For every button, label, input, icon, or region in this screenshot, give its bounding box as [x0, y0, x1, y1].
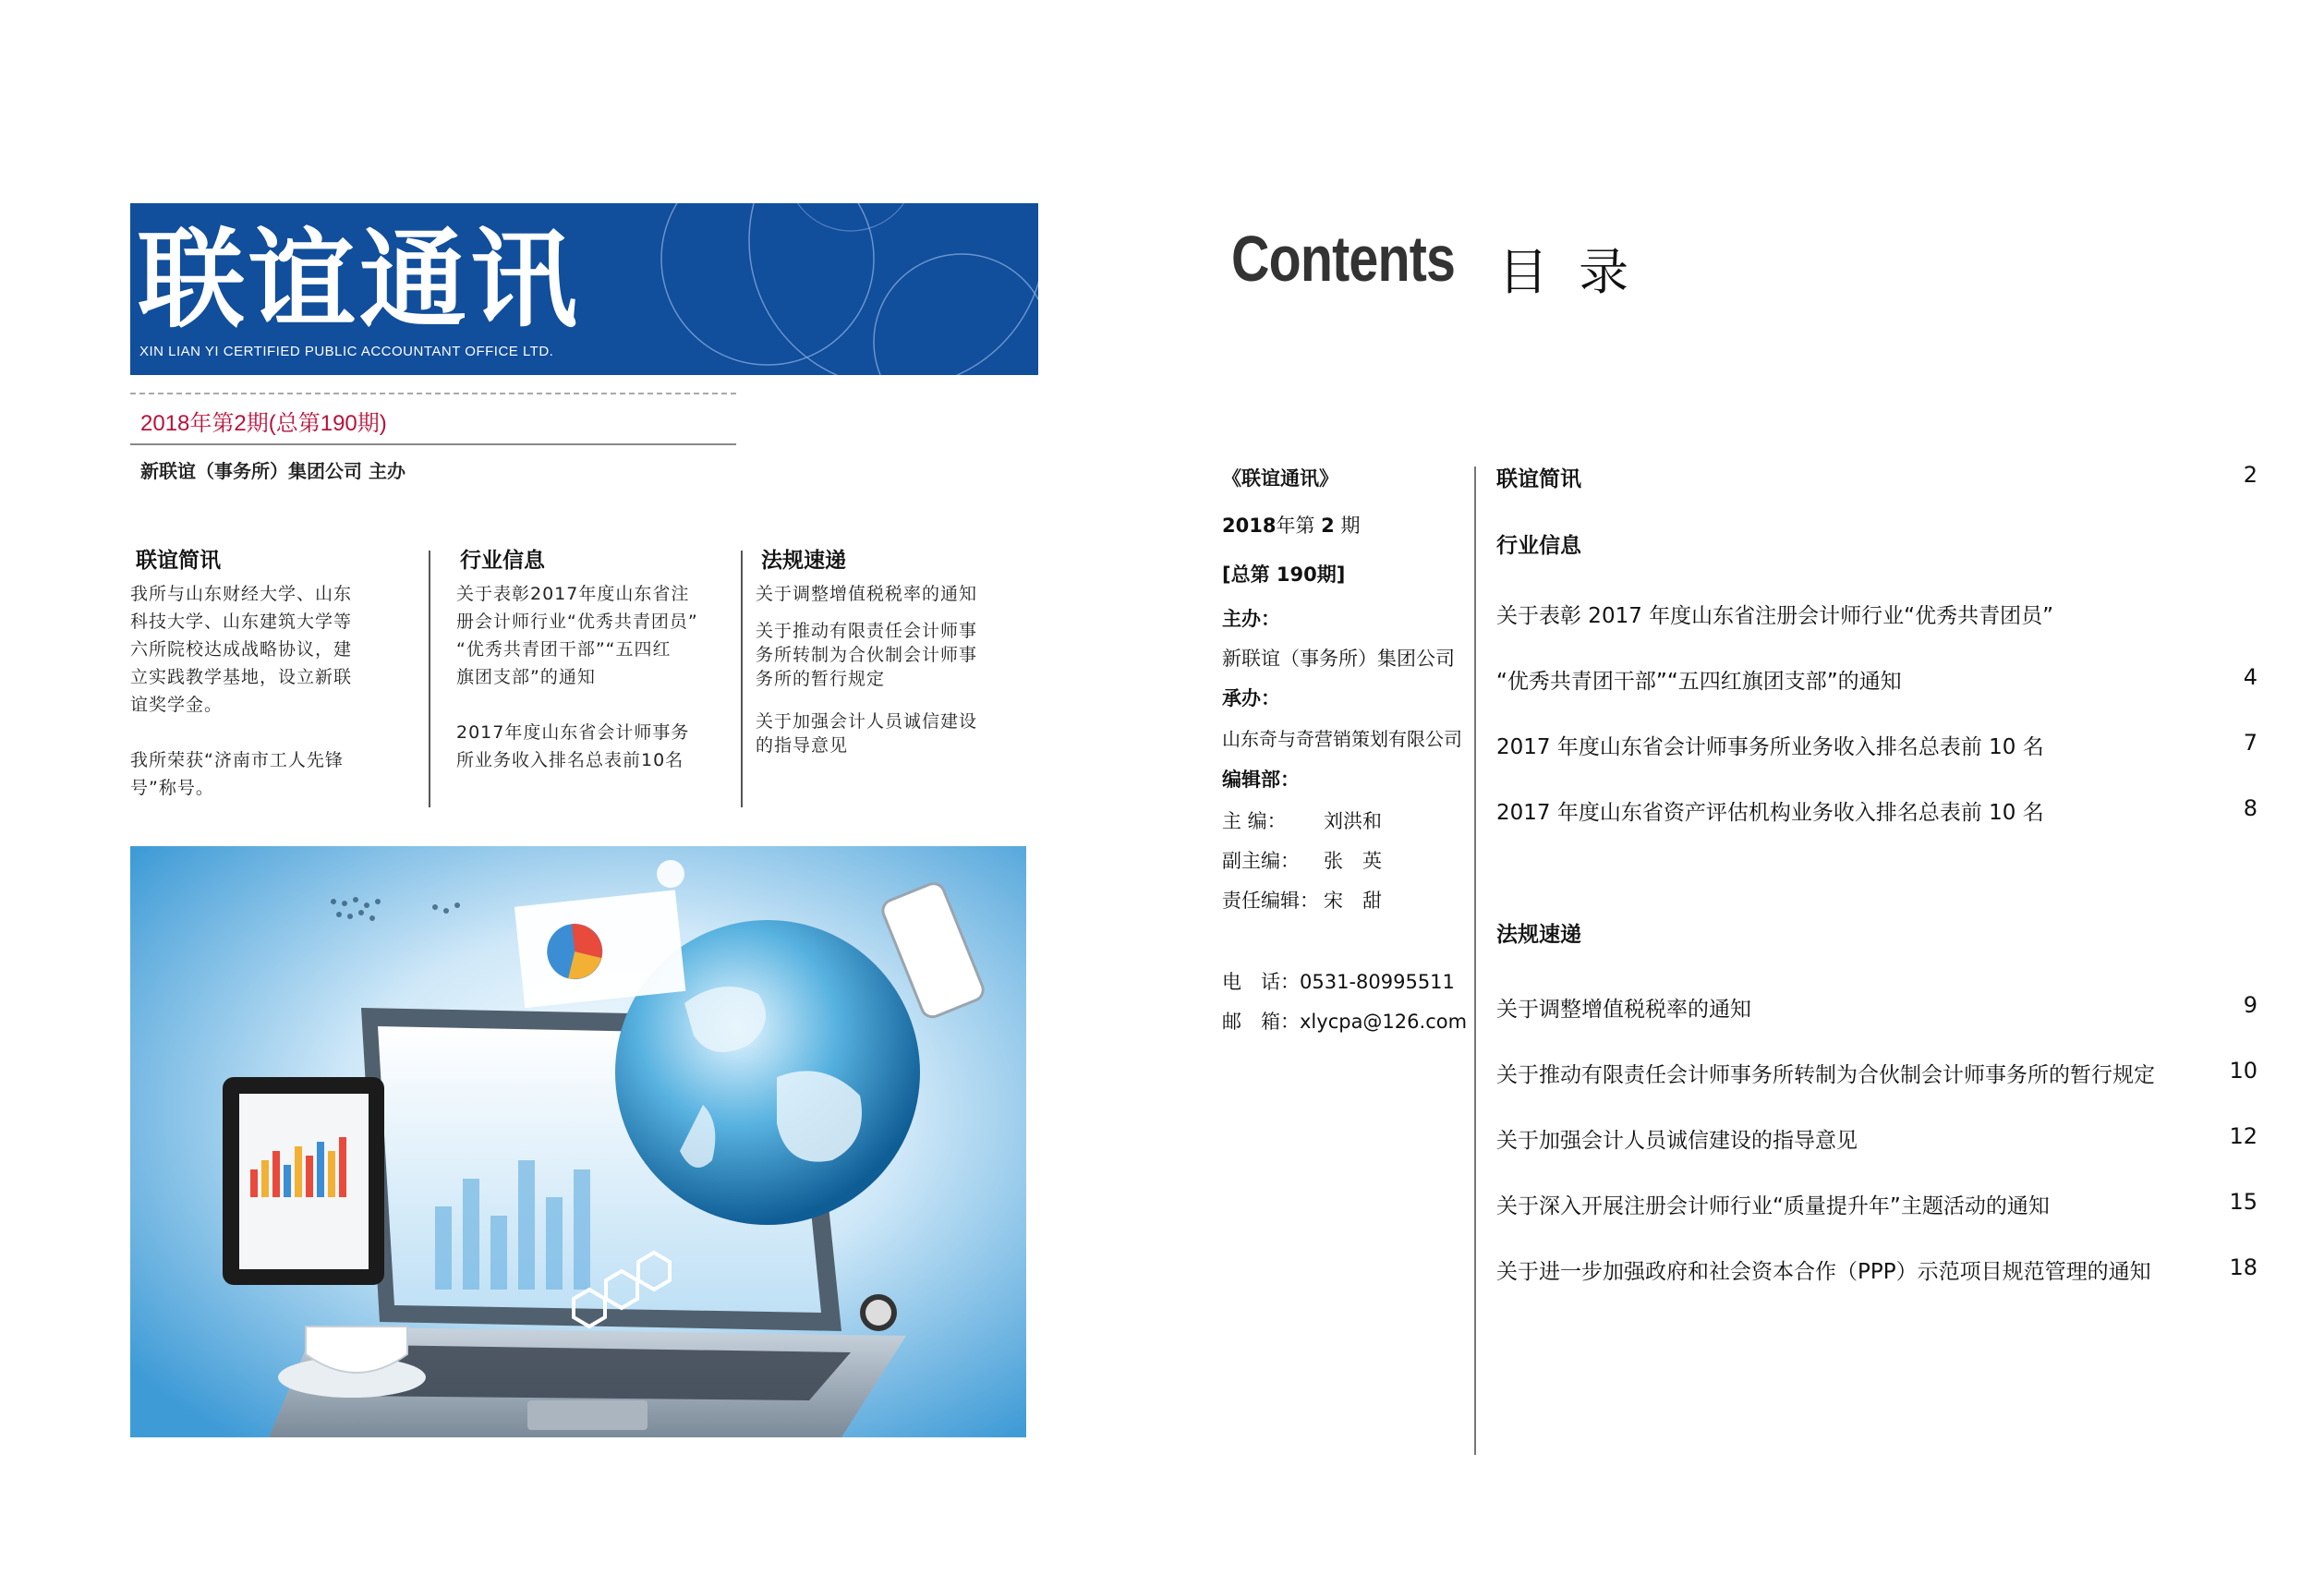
paragraph — [130, 746, 412, 802]
issue-year: 2018 — [1222, 515, 1277, 537]
column-heading-regulations: 法规速递 — [761, 549, 846, 573]
masthead-subtitle: XIN LIAN YI CERTIFIED PUBLIC ACCOUNTANT OFFICE LTD. — [139, 344, 554, 359]
sponsor-line: 新联谊（事务所）集团公司 主办 — [140, 460, 405, 482]
text-line: 科技大学、山东建筑大学等 — [130, 612, 353, 632]
text-line: 旗团支部”的通知 — [456, 667, 596, 687]
text-line: 务所转制为合伙制会计师事 — [756, 645, 978, 665]
masthead-banner — [130, 203, 1038, 375]
paragraph — [456, 719, 733, 774]
contents-title-cn: 目 录 — [1498, 243, 1637, 301]
contents-title-en: Contents — [1231, 223, 1456, 295]
issue-end: 期 — [1340, 515, 1361, 537]
organizer-label: 承办： — [1222, 687, 1280, 709]
solid-divider — [130, 443, 736, 445]
text-line: 号”称号。 — [130, 778, 214, 798]
cover-illustration — [130, 846, 1026, 1437]
toc-page-number: 9 — [2243, 992, 2257, 1018]
issue-number: 2018年第2期(总第190期) — [140, 411, 387, 436]
toc-item[interactable]: 关于深入开展注册会计师行业“质量提升年”主题活动的通知 — [1496, 1194, 2050, 1218]
editor-role: 主 编： — [1222, 810, 1287, 832]
text-line: 关于表彰2017年度山东省注 — [456, 584, 690, 604]
text-line: 关于推动有限责任会计师事 — [756, 621, 978, 641]
editor-role: 副主编： — [1222, 850, 1300, 872]
text-line: “优秀共青团干部”“五四红 — [456, 639, 672, 660]
editor-role: 责任编辑： — [1222, 890, 1319, 912]
toc-item[interactable]: 关于推动有限责任会计师事务所转制为合伙制会计师事务所的暂行规定 — [1496, 1063, 2155, 1087]
email-line — [1222, 1007, 1467, 1035]
paragraph — [756, 580, 1042, 608]
toc-page-number: 4 — [2243, 664, 2257, 690]
toc-page-number: 18 — [2229, 1254, 2257, 1280]
toc-item[interactable]: 2017 年度山东省会计师事务所业务收入排名总表前 10 名 — [1496, 735, 2044, 759]
column-heading-industry: 行业信息 — [460, 549, 545, 573]
phone-number: 0531-80995511 — [1300, 971, 1455, 993]
column-divider — [429, 551, 430, 807]
text-line: 的指导意见 — [756, 735, 849, 756]
text-line: 关于调整增值税税率的通知 — [756, 584, 978, 604]
phone-line — [1222, 967, 1455, 995]
text-line: 我所与山东财经大学、山东 — [130, 584, 353, 604]
email-address: xlycpa@126.com — [1300, 1011, 1468, 1033]
toc-item[interactable]: 关于加强会计人员诚信建设的指导意见 — [1496, 1129, 1858, 1153]
dashed-divider — [130, 393, 736, 394]
toc-section-news[interactable]: 联谊简讯 — [1496, 467, 1581, 491]
total-issue: [总第 190期] — [1222, 563, 1346, 586]
column-regulations-body — [756, 580, 1042, 757]
issue-no: 2 — [1321, 515, 1335, 537]
paragraph — [456, 580, 733, 691]
text-line: 2017年度山东省会计师事务 — [456, 722, 690, 743]
editorial-label: 编辑部： — [1222, 769, 1300, 791]
toc-item[interactable]: 2017 年度山东省资产评估机构业务收入排名总表前 10 名 — [1496, 801, 2044, 825]
editor-name: 宋 甜 — [1324, 890, 1382, 912]
toc-page-number: 2 — [2243, 462, 2257, 488]
masthead-title: 联谊通讯 — [138, 218, 581, 343]
text-line: 关于加强会计人员诚信建设 — [756, 711, 978, 732]
toc-section-industry[interactable]: 行业信息 — [1496, 534, 1581, 558]
column-divider — [741, 551, 743, 807]
column-news-body — [130, 580, 412, 802]
editor-name: 刘洪和 — [1324, 810, 1382, 832]
text-line: 所业务收入排名总表前10名 — [456, 750, 684, 770]
editor-name: 张 英 — [1324, 850, 1382, 872]
column-heading-news: 联谊简讯 — [136, 549, 221, 573]
toc-divider — [1474, 466, 1476, 1455]
text-line: 谊奖学金。 — [130, 695, 224, 715]
toc-page-number: 10 — [2229, 1058, 2257, 1084]
text-line: 立实践教学基地，设立新联 — [130, 667, 353, 687]
paragraph — [756, 619, 1042, 691]
text-line: 六所院校达成战略协议，建 — [130, 639, 353, 660]
toc-item[interactable]: 关于进一步加强政府和社会资本合作（PPP）示范项目规范管理的通知 — [1496, 1260, 2151, 1284]
laptop-globe-illustration — [130, 846, 1026, 1437]
toc-page-number: 12 — [2229, 1123, 2257, 1149]
toc-section-regulations[interactable]: 法规速递 — [1496, 923, 1581, 947]
toc-page-number: 7 — [2243, 730, 2257, 756]
issue-mid: 年第 — [1276, 515, 1315, 537]
text-line: 册会计师行业“优秀共青团员” — [456, 612, 698, 632]
host-label: 主办： — [1222, 608, 1280, 630]
phone-label: 电 话： — [1222, 971, 1300, 993]
paragraph — [756, 709, 1042, 757]
paragraph — [130, 580, 412, 719]
journal-name: 《联谊通讯》 — [1222, 467, 1338, 490]
toc-page-number: 8 — [2243, 795, 2257, 821]
organizer-name: 山东奇与奇营销策划有限公司 — [1222, 728, 1462, 750]
toc-item[interactable]: “优秀共青团干部”“五四红旗团支部”的通知 — [1496, 670, 1902, 694]
toc-page-number: 15 — [2229, 1189, 2257, 1215]
column-industry-body — [456, 580, 733, 774]
email-label: 邮 箱： — [1222, 1011, 1300, 1033]
toc-item[interactable]: 关于调整增值税税率的通知 — [1496, 998, 1751, 1022]
text-line: 我所荣获“济南市工人先锋 — [130, 750, 344, 770]
toc-item[interactable]: 关于表彰 2017 年度山东省注册会计师行业“优秀共青团员” — [1496, 604, 2053, 628]
text-line: 务所的暂行规定 — [756, 669, 886, 689]
host-name: 新联谊（事务所）集团公司 — [1222, 648, 1455, 670]
issue-line — [1222, 511, 1360, 539]
